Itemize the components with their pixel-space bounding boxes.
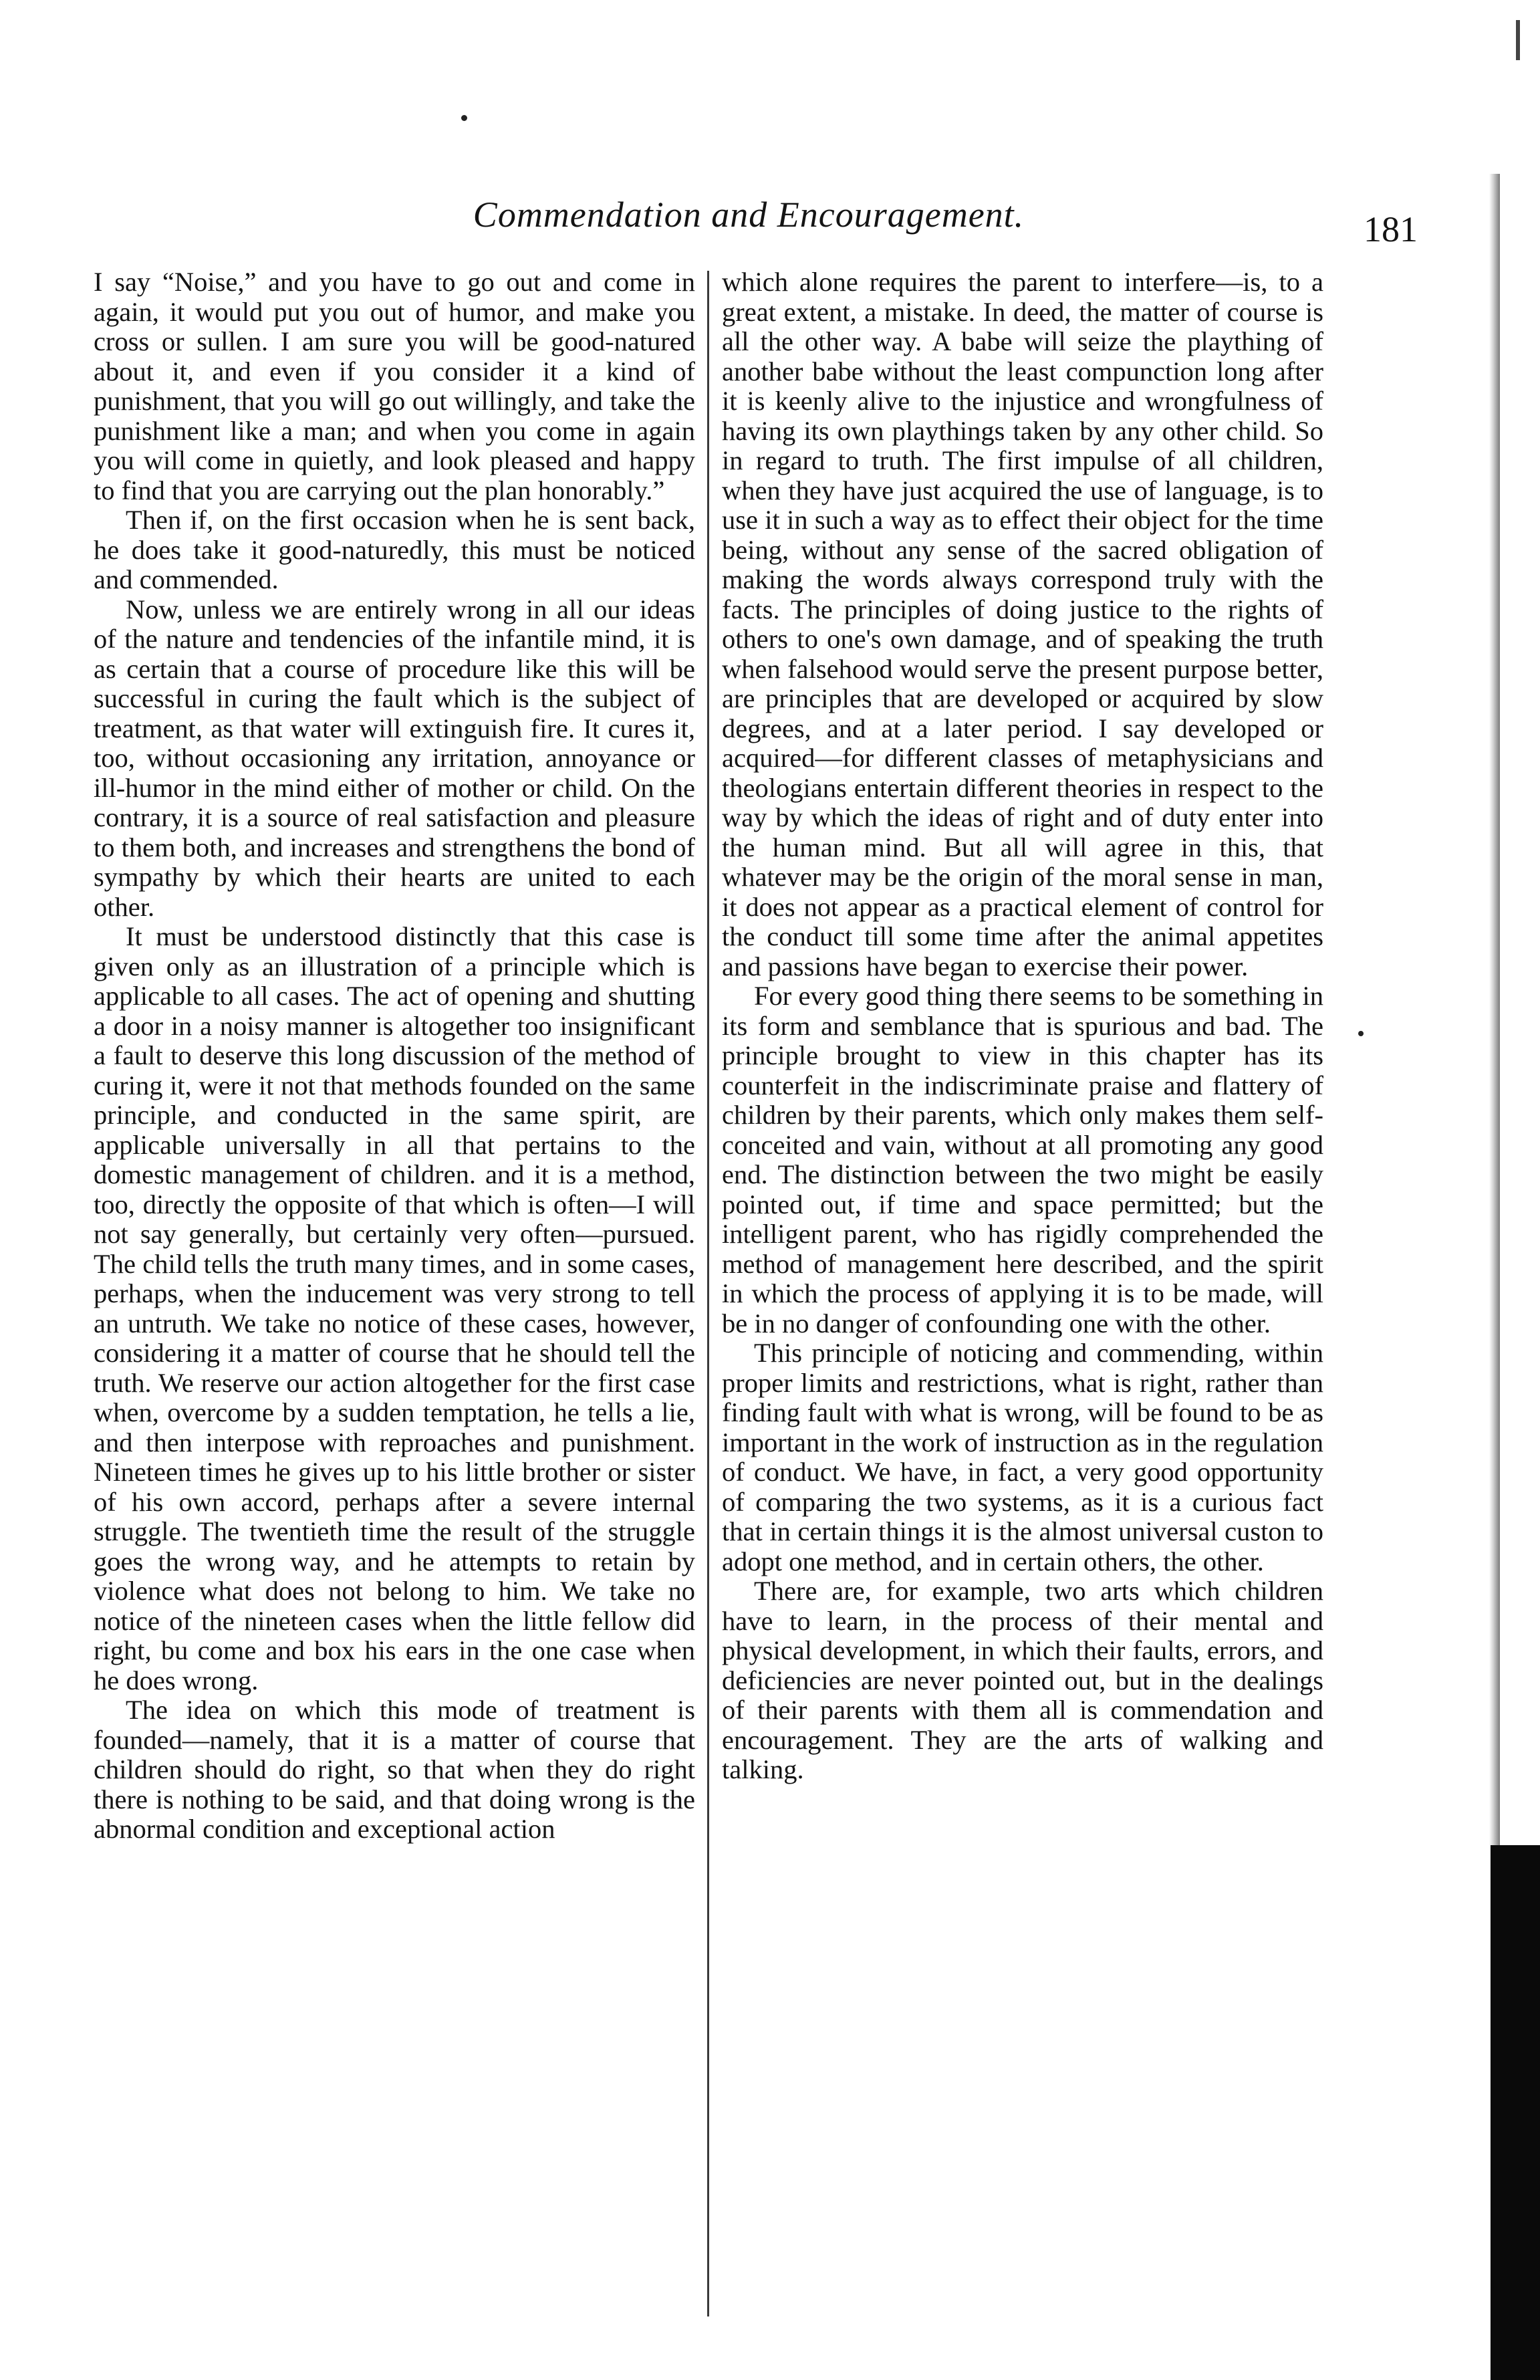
left-column: [94, 267, 695, 1844]
paragraph: It must be understood distinctly that this case is given only as an illustration of a principle which is applicable to all cases. The act of opening and shutting a door in a noisy manner is altogether too insignificant a fault to deserve this long discussion of the method of curing it, were it not that methods founded on the same principle, and conducted in the same spirit, are applicable universally in all that pertains to the domestic management of children. and it is a method, too, directly the opposite of that which is often—I will not say generally, but certainly very often—pursued. The child tells the truth many times, and in some cases, perhaps, when the inducement was very strong to tell an untruth. We take no notice of these cases, however, considering it a matter of course that he should tell the truth. We reserve our action altogether for the first case when, overcome by a sudden temptation, he tells a lie, and then interpose with reproaches and punishment. Nineteen times he gives up to his little brother or sister of his own accord, perhaps after a severe internal struggle. The twentieth time the result of the struggle goes the wrong way, and he attempts to retain by violence what does not belong to him. We take no notice of the nineteen cases when the little fellow did right, bu come and box his ears in the one case when he does wrong.: [94, 921, 695, 1695]
paragraph: Then if, on the first occasion when he is sent back, he does take it good-naturedly, this must be noticed and commended.: [94, 505, 695, 594]
paragraph: For every good thing there seems to be something in its form and semblance that is spurious and bad. The principle brought to view in this chapter has its counterfeit in the indiscriminate praise and flattery of children by their parents, which only makes them self-conceited and vain, without at all promoting any good end. The distinction between the two might be easily pointed out, if time and space permitted; but the intelligent parent, who has rigidly comprehended the method of management here described, and the spirit in which the process of applying it is to be made, will be in no danger of confounding one with the other.: [722, 981, 1323, 1338]
ink-speck: [1358, 1031, 1364, 1036]
running-title: Commendation and Encouragement.: [473, 195, 1025, 235]
page-edge-shadow: [1491, 1845, 1540, 2380]
spine-mark: [1516, 20, 1520, 60]
paragraph: The idea on which this mode of treatment is founded—namely, that it is a matter of course that children should do right, so that when they do right there is nothing to be said, and that doing wrong is the abnormal condition and exceptional action: [94, 1695, 695, 1844]
paragraph: There are, for example, two arts which children have to learn, in the process of their mental and physical development, in which their faults, errors, and deficiencies are never pointed out, but in the dealings of their parents with them all is commendation and encouragement. They are the arts of walking and talking.: [722, 1576, 1323, 1784]
page-number: 181: [1364, 209, 1418, 249]
right-column: [722, 267, 1323, 1785]
paragraph: I say “Noise,” and you have to go out and come in again, it would put you out of humor, and make you cross or sullen. I am sure you will be good-natured about it, and even if you consider it a kind of punishment, that you will go out willingly, and take the punishment like a man; and when you come in again you will come in quietly, and look pleased and happy to find that you are carrying out the plan honorably.”: [94, 267, 695, 505]
column-rule: [707, 271, 709, 2316]
ink-speck: [461, 115, 467, 121]
paragraph: which alone requires the parent to interfere—is, to a great extent, a mistake. In deed, the matter of course is all the other way. A babe will seize the plaything of another babe without the least compunction long after it is keenly alive to the injustice and wrongfulness of having its own playthings taken by any other child. So in regard to truth. The first impulse of all children, when they have just acquired the use of language, is to use it in such a way as to effect their object for the time being, without any sense of the sacred obligation of making the words always correspond truly with the facts. The principles of doing justice to the rights of others to one's own damage, and of speaking the truth when falsehood would serve the present purpose better, are principles that are developed or acquired by slow degrees, and at a later period. I say developed or acquired—for different classes of metaphysicians and theologians entertain different theories in respect to the way by which the ideas of right and of duty enter into the human mind. But all will agree in this, that whatever may be the origin of the moral sense in man, it does not appear as a practical element of control for the conduct till some time after the animal appetites and passions have began to exercise their power.: [722, 267, 1323, 981]
paragraph: This principle of noticing and commending, within proper limits and restrictions, what is right, rather than finding fault with what is wrong, will be found to be as important in the work of instruction as in the regulation of conduct. We have, in fact, a very good opportunity of comparing the two systems, as it is a curious fact that in certain things it is the almost universal custon to adopt one method, and in certain others, the other.: [722, 1338, 1323, 1576]
paragraph: Now, unless we are entirely wrong in all our ideas of the nature and tendencies of the infantile mind, it is as certain that a course of procedure like this will be successful in curing the fault which is the subject of treatment, as that water will extinguish fire. It cures it, too, without occasioning any irritation, annoyance or ill-humor in the mind either of mother or child. On the contrary, it is a source of real satisfaction and pleasure to them both, and increases and strengthens the bond of sympathy by which their hearts are united to each other.: [94, 594, 695, 922]
